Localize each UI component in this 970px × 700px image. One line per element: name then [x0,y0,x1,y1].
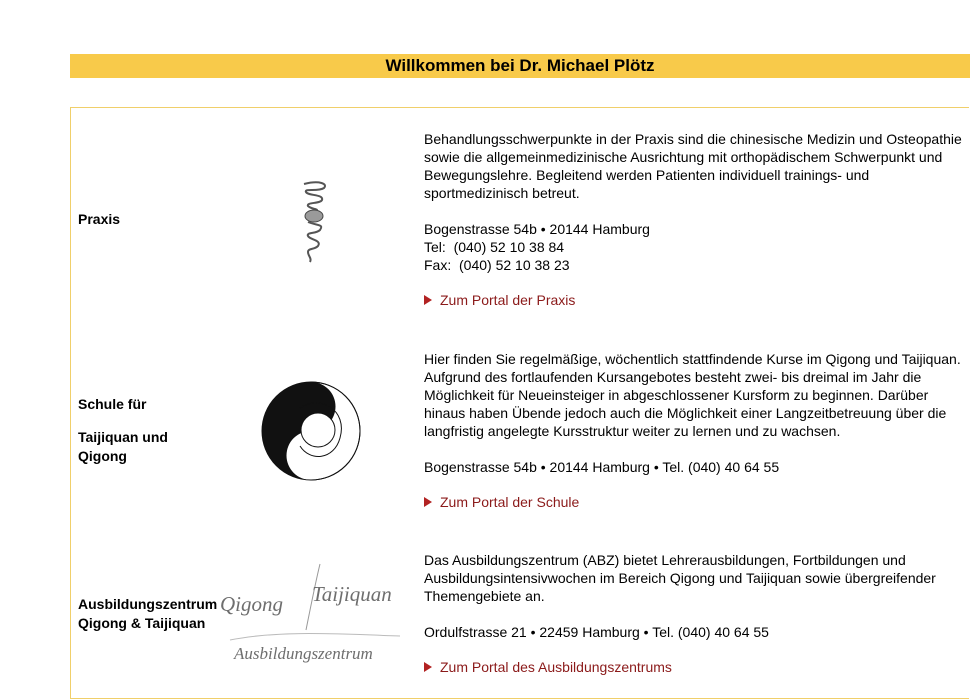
schule-contact [424,458,966,476]
abz-logo [220,560,410,670]
praxis-portal-link[interactable] [424,292,575,308]
yin-yang-icon [260,380,362,482]
abz-logo-word-taijiquan: Taijiquan [312,582,392,606]
welcome-banner [70,54,970,78]
abz-portal-link[interactable] [424,659,672,675]
section-label-praxis: Praxis [78,211,121,227]
spiral-figure-icon [290,178,340,264]
praxis-description-text: Behandlungsschwerpunkte in der Praxis sind die chinesische Medizin und Osteopathie sowie die allgemeinmedizinische Ausrichtung mit orthopädischem Schwerpunkt und Bewegungslehre. Begleitend werden Patienten individuell trainings- und sportmedizinisch betreut. [424,131,962,201]
abz-address: Ordulfstrasse 21 • 22459 Hamburg • Tel. (040) 40 64 55 [424,624,769,640]
praxis-fax: Fax: (040) 52 10 38 23 [424,257,570,273]
abz-description-text: Das Ausbildungszentrum (ABZ) bietet Lehrerausbildungen, Fortbildungen und Ausbildungsintensivwochen im Bereich Qigong und Taijiquan sowie übergreifender Themengebiete an. [424,552,936,604]
abz-description [424,551,966,605]
praxis-portal-link-label: Zum Portal der Praxis [440,292,576,308]
schule-portal-link-label: Zum Portal der Schule [440,494,580,510]
abz-portal-link-label: Zum Portal des Ausbildungszentrums [440,659,672,675]
schule-address: Bogenstrasse 54b • 20144 Hamburg • Tel. (040) 40 64 55 [424,459,780,475]
arrow-right-icon [424,497,432,507]
section-label-schule: Schule für [78,396,147,412]
praxis-tel: Tel: (040) 52 10 38 84 [424,239,565,255]
praxis-description [424,130,966,202]
section-label-schule-sub: Taijiquan und Qigong [78,429,168,464]
praxis-address: Bogenstrasse 54b • 20144 Hamburg [424,221,650,237]
schule-description-text: Hier finden Sie regelmäßige, wöchentlich stattfindende Kurse im Qigong und Taijiquan. Aufgrund des fortlaufenden Kursangebotes besteht zwei- bis dreimal im Jahr die Möglichkeit für Neueinsteiger in abgeschlossener Kursform zu beginnen. Darüber hinaus haben Übende jedoch auch die Möglichkeit einer Langzeitbetreuung über die langfristig angelegte Kursstruktur weiter zu lernen und zu wachsen. [424,351,961,439]
arrow-right-icon [424,295,432,305]
abz-contact [424,623,966,641]
praxis-contact [424,220,966,274]
schule-description [424,350,966,440]
arrow-right-icon [424,662,432,672]
schule-portal-link[interactable] [424,494,579,510]
page-title: Willkommen bei Dr. Michael Plötz [385,56,655,75]
abz-logo-word-qigong: Qigong [220,592,283,616]
section-label-abz: Ausbildungszentrum Qigong & Taijiquan [78,596,218,631]
abz-logo-word-ausbildungszentrum: Ausbildungszentrum [234,644,373,663]
